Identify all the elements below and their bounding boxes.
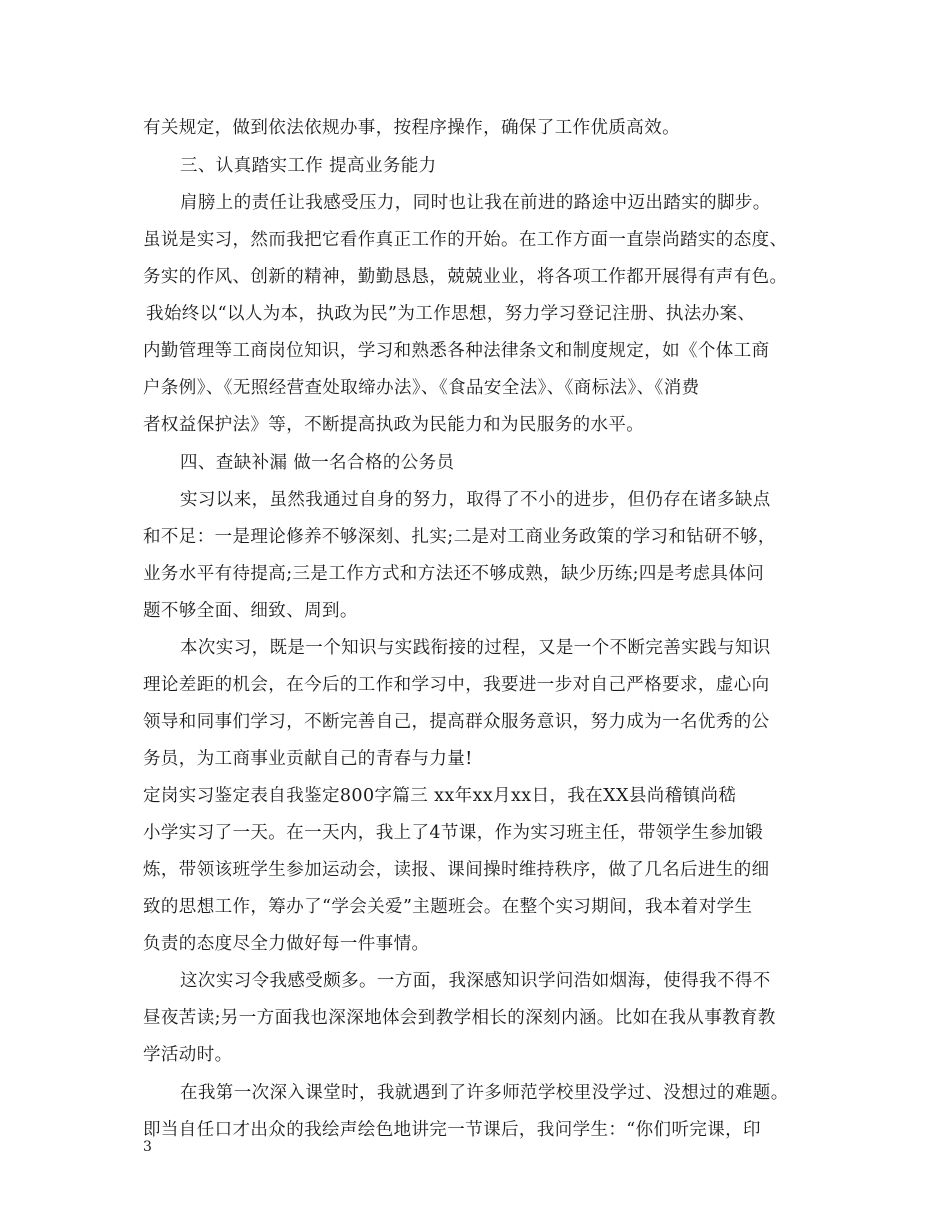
text-line: 这次实习令我感受颇多。一方面，我深感知识学问浩如烟海，使得我不得不 bbox=[180, 971, 771, 991]
text-line: 昼夜苦读;另一方面我也深深地体会到教学相长的深刻内涵。比如在我从事教育教 bbox=[143, 1008, 776, 1028]
text-line: 领导和同事们学习，不断完善自己，提高群众服务意识，努力成为一名优秀的公 bbox=[143, 712, 770, 732]
text-line: 即当自任口才出众的我绘声绘色地讲完一节课后，我问学生：“你们听完课，印 bbox=[143, 1120, 761, 1140]
section-heading: 三、认真踏实工作 提高业务能力 bbox=[180, 156, 437, 176]
text-line: 理论差距的机会，在今后的工作和学习中，我要进一步对自己严格要求，虚心向 bbox=[143, 675, 770, 695]
text-line: 有关规定，做到依法依规办事，按程序操作，确保了工作优质高效。 bbox=[143, 118, 680, 138]
text-line: 肩膀上的责任让我感受压力，同时也让我在前进的路途中迈出踏实的脚步。 bbox=[180, 193, 771, 213]
text-line: 和不足：一是理论修养不够深刻、扎实;二是对工商业务政策的学习和钻研不够， bbox=[143, 527, 776, 547]
text-line: 实习以来，虽然我通过自身的努力，取得了不小的进步，但仍存在诸多缺点 bbox=[180, 490, 771, 510]
section-heading: 四、查缺补漏 做一名合格的公务员 bbox=[180, 453, 455, 473]
text-line: 题不够全面、细致、周到。 bbox=[143, 601, 358, 621]
text-line: 我始终以“以人为本，执政为民”为工作思想，努力学习登记注册、执法办案、 bbox=[146, 304, 756, 324]
text-line: 户条例》、《无照经营查处取缔办法》、《食品安全法》、《商标法》、《消费 bbox=[143, 378, 700, 398]
text-line: 者权益保护法》等，不断提高执政为民能力和为民服务的水平。 bbox=[143, 415, 645, 435]
text-line: 虽说是实习，然而我把它看作真正工作的开始。在工作方面一直崇尚踏实的态度、 bbox=[143, 230, 788, 250]
text-line: 本次实习，既是一个知识与实践衔接的过程，又是一个不断完善实践与知识 bbox=[180, 638, 771, 658]
text-line: 学活动时。 bbox=[143, 1045, 233, 1065]
text-line: 负责的态度尽全力做好每一件事情。 bbox=[143, 934, 430, 954]
page-number: 3 bbox=[143, 1139, 152, 1155]
text-line: 业务水平有待提高;三是工作方式和方法还不够成熟，缺少历练;四是考虑具体问 bbox=[143, 564, 765, 584]
text-line: 定岗实习鉴定表自我鉴定800字篇三 xx年xx月xx日，我在XX县尚稽镇尚嵇 bbox=[143, 786, 737, 806]
text-line: 致的思想工作，筹办了“学会关爱”主题班会。在整个实习期间，我本着对学生 bbox=[143, 897, 753, 917]
text-line: 务实的作风、创新的精神，勤勤恳恳，兢兢业业，将各项工作都开展得有声有色。 bbox=[143, 267, 788, 287]
text-line: 在我第一次深入课堂时，我就遇到了许多师范学校里没学过、没想过的难题。 bbox=[180, 1083, 789, 1103]
text-line: 务员，为工商事业贡献自己的青春与力量! bbox=[143, 749, 473, 769]
text-line: 小学实习了一天。在一天内，我上了4节课，作为实习班主任，带领学生参加锻 bbox=[143, 823, 764, 843]
text-line: 炼，带领该班学生参加运动会，读报、课间操时维持秩序，做了几名后进生的细 bbox=[143, 860, 770, 880]
text-line: 内勤管理等工商岗位知识，学习和熟悉各种法律条文和制度规定，如《个体工商 bbox=[143, 341, 770, 361]
